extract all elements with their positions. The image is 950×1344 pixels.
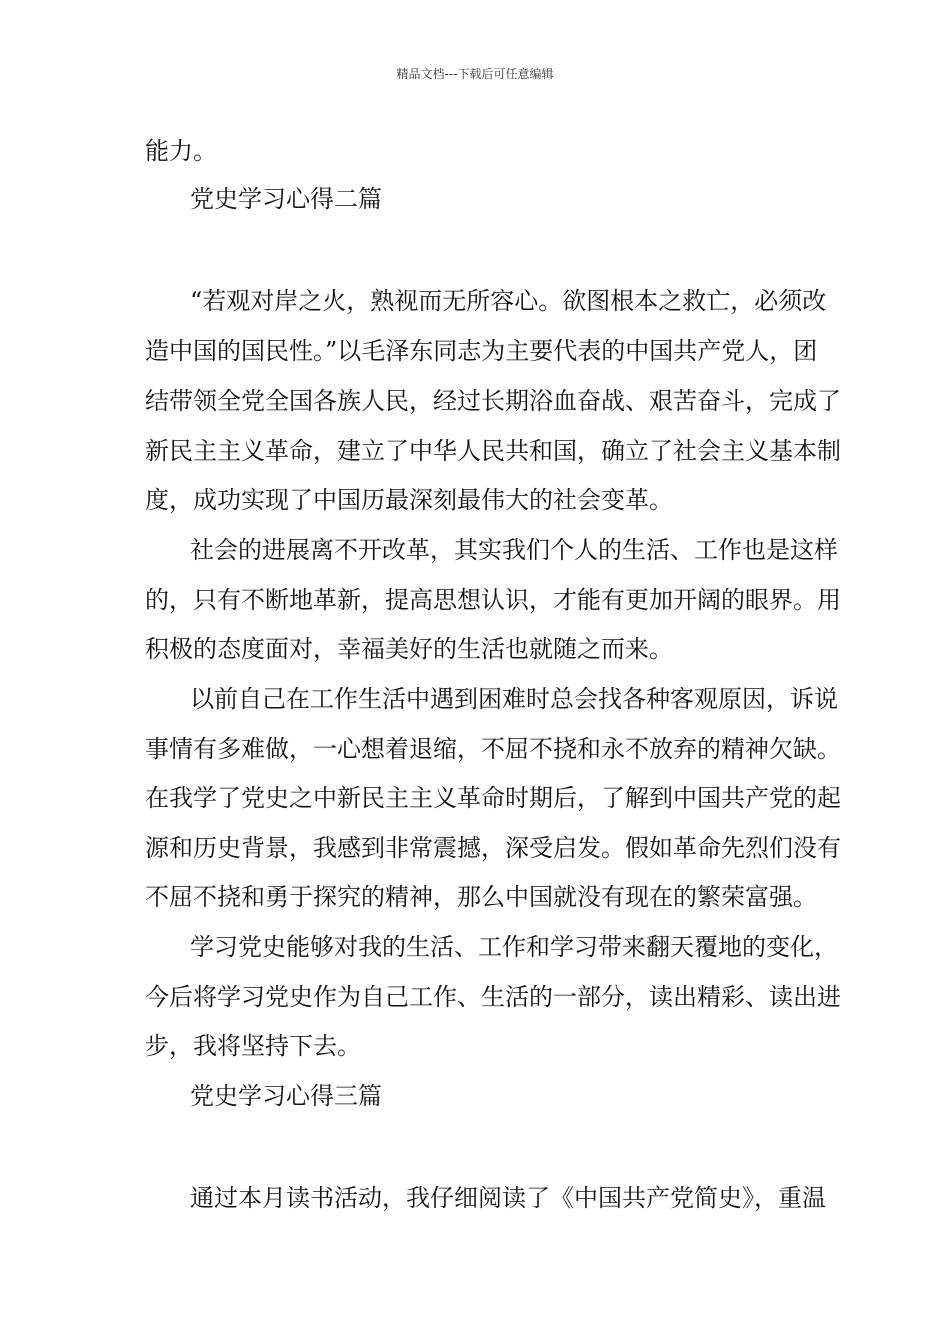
text-line: 以前自己在工作生活中遇到困难时总会找各种客观原因，诉说	[190, 685, 838, 713]
text-line: 结带领全党全国各族人民，经过长期浴血奋战、艰苦奋斗，完成了	[145, 387, 841, 415]
text-line: 今后将学习党史作为自己工作、生活的一部分，读出精彩、读出进	[145, 983, 841, 1011]
text-line: 积极的态度面对，幸福美好的生活也就随之而来。	[145, 635, 673, 663]
text-line: 源和历史背景，我感到非常震撼，深受启发。假如革命先烈们没有	[145, 834, 841, 862]
text-line: 不屈不挠和勇于探究的精神，那么中国就没有现在的繁荣富强。	[145, 883, 817, 911]
text-line: 新民主主义革命，建立了中华人民共和国，确立了社会主义基本制	[145, 437, 841, 465]
text-line: 能力。	[145, 137, 217, 165]
text-line: 度，成功实现了中国历最深刻最伟大的社会变革。	[145, 486, 673, 514]
text-line: 造中国的国民性。”以毛泽东同志为主要代表的中国共产党人，团	[145, 337, 818, 365]
text-line: 步，我将坚持下去。	[145, 1032, 361, 1060]
text-line: 党史学习心得二篇	[190, 185, 382, 213]
text-line: 社会的进展离不开改革，其实我们个人的生活、工作也是这样	[190, 536, 838, 564]
page-header: 精品文档---下载后可任意编辑	[396, 67, 554, 81]
text-line: 学习党史能够对我的生活、工作和学习带来翻天覆地的变化，	[190, 933, 838, 961]
text-line: “若观对岸之火，熟视而无所容心。欲图根本之救亡，必须改	[190, 287, 827, 315]
text-line: 事情有多难做，一心想着退缩，不屈不挠和永不放弃的精神欠缺。	[145, 735, 841, 763]
text-line: 通过本月读书活动，我仔细阅读了《中国共产党简史》，重温	[190, 1184, 826, 1212]
text-line: 的，只有不断地革新，提高思想认识，才能有更加开阔的眼界。用	[145, 586, 841, 614]
text-line: 在我学了党史之中新民主主义革命时期后，了解到中国共产党的起	[145, 784, 841, 812]
text-line: 党史学习心得三篇	[190, 1082, 382, 1110]
